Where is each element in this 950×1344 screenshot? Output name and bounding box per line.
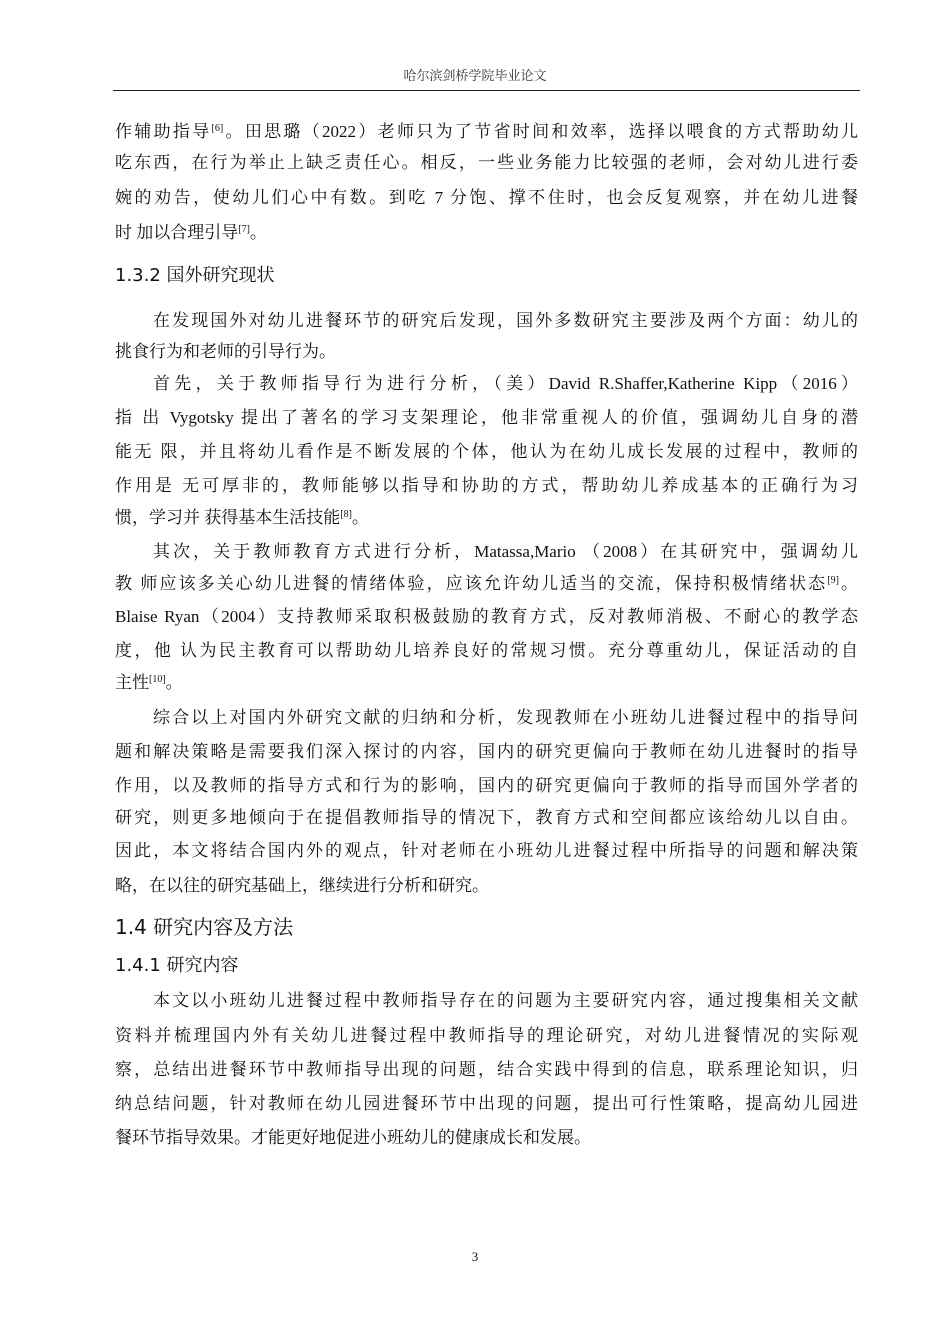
text-segment: 吃东西，在行为举止上缺乏责任心。相反，一些业务能力比较强的老师，会对幼儿进行委 xyxy=(115,153,858,172)
text-segment: 时 加以合理引导 xyxy=(115,223,239,242)
text-segment: 作辅助指导 xyxy=(115,122,212,141)
text-line xyxy=(115,340,858,364)
text-segment: 能无 限，并且将幼儿看作是不断发展的个体，他认为在幼儿成长发展的过程中，教师的 xyxy=(115,442,858,461)
text-line xyxy=(115,474,858,498)
text-line xyxy=(115,1126,858,1150)
citation-superscript: [6] xyxy=(211,123,224,134)
text-segment: 综合以上对国内外研究文献的归纳和分析，发现教师在小班幼儿进餐过程中的指导问 xyxy=(153,708,858,727)
text-line xyxy=(115,839,858,863)
text-segment: 因此，本文将结合国内外的观点，针对老师在小班幼儿进餐过程中所指导的问题和解决策 xyxy=(115,841,858,860)
section-heading-1-4: 1.4 研究内容及方法 xyxy=(115,915,294,939)
page-number: 3 xyxy=(471,1249,479,1264)
text-segment: 。 xyxy=(165,673,183,692)
text-segment: 。 xyxy=(249,223,267,242)
citation-superscript: [7] xyxy=(238,224,250,235)
text-segment: 惯，学习并 获得基本生活技能 xyxy=(115,508,341,527)
text-segment: 挑食行为和老师的引导行为。 xyxy=(115,342,336,361)
text-segment: 教 师应该多关心幼儿进餐的情绪体验，应该允许幼儿适当的交流，保持积极情绪状态 xyxy=(115,574,828,593)
text-line xyxy=(153,540,858,564)
text-segment: 察，总结出进餐环节中教师指导出现的问题，结合实践中得到的信息，联系理论知识，归 xyxy=(115,1060,858,1079)
text-line xyxy=(115,1058,858,1082)
text-line xyxy=(115,740,858,764)
text-segment: 作用，以及教师的指导方式和行为的影响，国内的研究更偏向于教师的指导而国外学者的 xyxy=(115,776,858,795)
text-segment: 研究，则更多地倾向于在提倡教师指导的情况下，教育方式和空间都应该给幼儿以自由。 xyxy=(115,808,858,827)
text-line xyxy=(153,989,858,1013)
text-line xyxy=(115,186,858,210)
text-segment: 题和解决策略是需要我们深入探讨的内容，国内的研究更偏向于教师在幼儿进餐时的指导 xyxy=(115,742,858,761)
text-segment: 指 出 Vygotsky 提出了著名的学习支架理论，他非常重视人的价值，强调幼儿自身的潜 xyxy=(115,408,858,427)
text-segment: 餐环节指导效果。才能更好地促进小班幼儿的健康成长和发展。 xyxy=(115,1128,591,1147)
text-line xyxy=(115,639,858,663)
text-line xyxy=(115,671,858,695)
text-line xyxy=(115,506,858,530)
text-segment: 主性 xyxy=(115,673,149,692)
text-line xyxy=(115,1024,858,1048)
text-line xyxy=(115,874,858,898)
text-segment: 。 xyxy=(838,574,858,593)
text-line xyxy=(115,774,858,798)
text-line xyxy=(115,151,858,175)
text-segment: 。田思璐（2022）老师只为了节省时间和效率，选择以喂食的方式帮助幼儿 xyxy=(223,122,858,141)
text-segment: Blaise Ryan（2004）支持教师采取积极鼓励的教育方式，反对教师消极、不耐心的教学态 xyxy=(115,607,858,626)
citation-superscript: [8] xyxy=(340,509,352,520)
text-segment: 。 xyxy=(351,508,369,527)
running-header: 哈尔滨剑桥学院毕业论文 xyxy=(403,68,547,83)
text-segment: 略，在以往的研究基础上，继续进行分析和研究。 xyxy=(115,876,489,895)
text-line xyxy=(153,706,858,730)
header-rule xyxy=(113,90,860,91)
text-line xyxy=(115,440,858,464)
text-line xyxy=(153,309,858,333)
section-heading-1-4-1: 1.4.1 研究内容 xyxy=(115,955,239,976)
text-segment: 资料并梳理国内外有关幼儿进餐过程中教师指导的理论研究，对幼儿进餐情况的实际观 xyxy=(115,1026,858,1045)
text-line xyxy=(115,572,858,596)
citation-superscript: [10] xyxy=(149,674,166,685)
text-segment: 在发现国外对幼儿进餐环节的研究后发现，国外多数研究主要涉及两个方面：幼儿的 xyxy=(153,311,858,330)
text-line xyxy=(115,221,858,245)
text-line xyxy=(153,372,858,396)
citation-superscript: [9] xyxy=(827,575,839,586)
text-line xyxy=(115,806,858,830)
text-segment: 其次，关于教师教育方式进行分析，Matassa,Mario （2008）在其研究中，强调幼儿 xyxy=(153,542,858,561)
text-segment: 本文以小班幼儿进餐过程中教师指导存在的问题为主要研究内容，通过搜集相关文献 xyxy=(153,991,858,1010)
text-segment: 婉的劝告，使幼儿们心中有数。到吃 7 分饱、撑不住时，也会反复观察，并在幼儿进餐 xyxy=(115,188,858,207)
text-line xyxy=(115,406,858,430)
text-segment: 作用是 无可厚非的，教师能够以指导和协助的方式，帮助幼儿养成基本的正确行为习 xyxy=(115,476,858,495)
text-line xyxy=(115,1092,858,1116)
text-segment: 度，他 认为民主教育可以帮助幼儿培养良好的常规习惯。充分尊重幼儿，保证活动的自 xyxy=(115,641,858,660)
text-segment: 首先，关于教师指导行为进行分析，（美）David R.Shaffer,Katherine Kipp（2016） xyxy=(153,374,858,393)
section-heading-1-3-2: 1.3.2 国外研究现状 xyxy=(115,265,275,286)
text-segment: 纳总结问题，针对教师在幼儿园进餐环节中出现的问题，提出可行性策略，提高幼儿园进 xyxy=(115,1094,858,1113)
text-line xyxy=(115,120,858,144)
text-line xyxy=(115,605,858,629)
